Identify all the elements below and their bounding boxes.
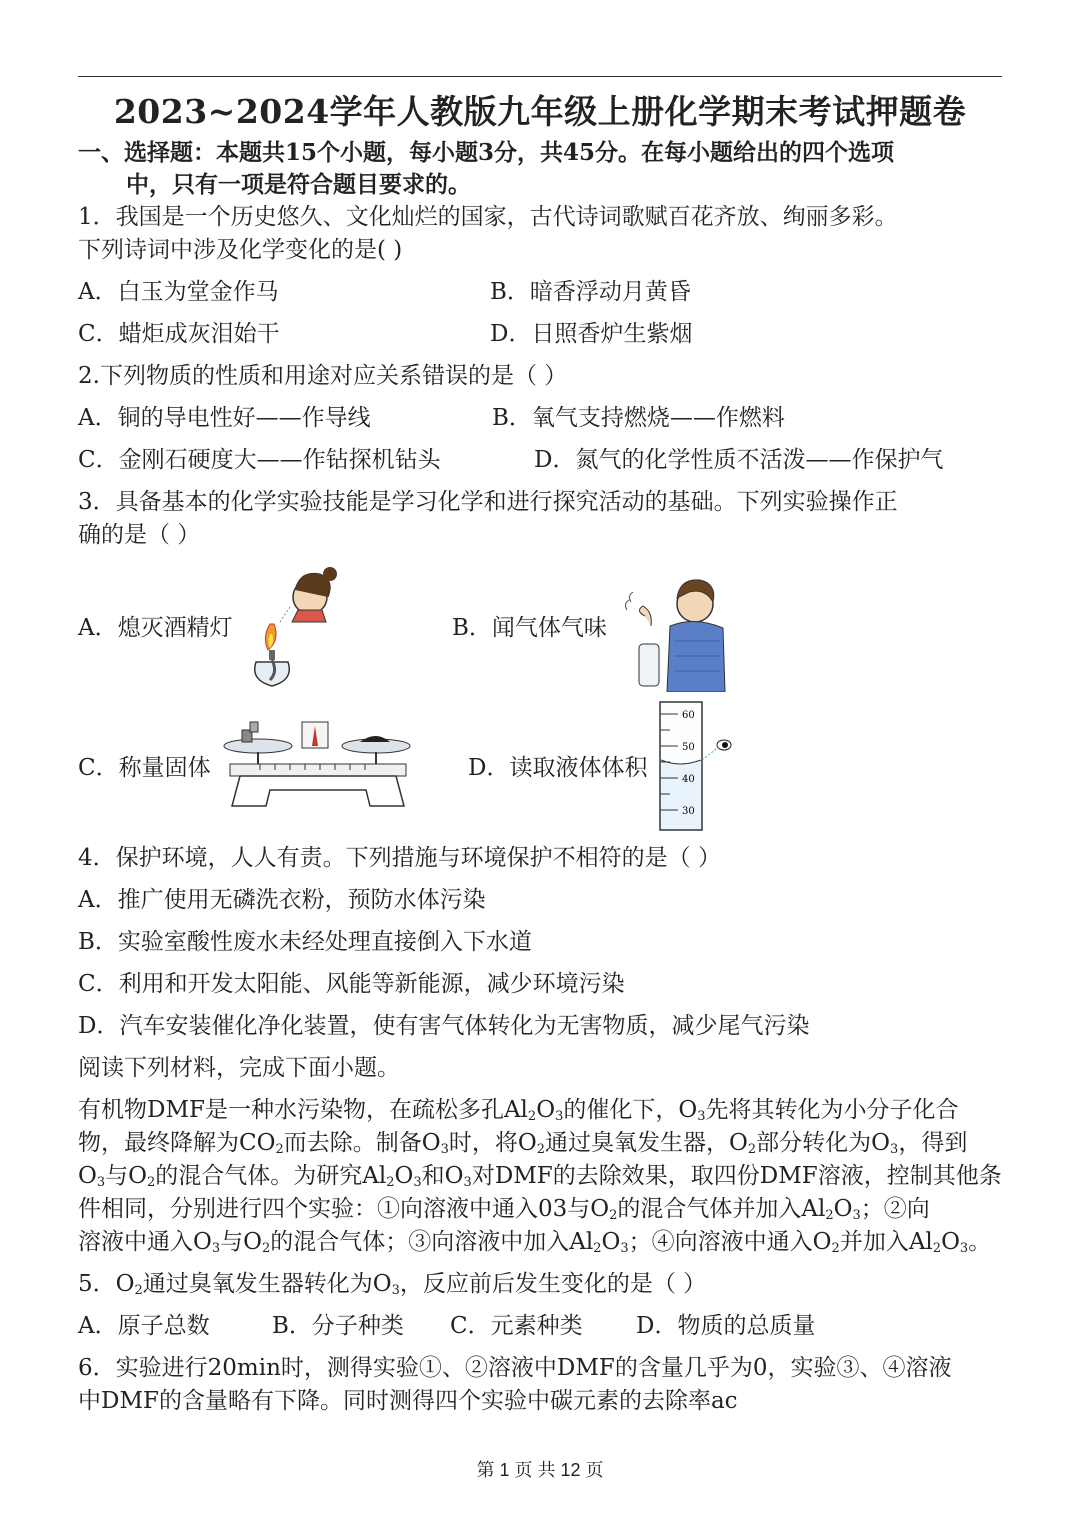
extinguish-lamp-figure xyxy=(240,562,340,692)
cylinder-tick-30: 30 xyxy=(682,806,695,817)
q5-option-d: D．物质的总质量 xyxy=(636,1313,816,1339)
q4-option-d: D．汽车安装催化净化装置，使有害气体转化为无害物质，减少尾气污染 xyxy=(78,1013,810,1039)
q5-option-a: A．原子总数 xyxy=(78,1313,210,1339)
reading-line-4: 件相同，分别进行四个实验：①向溶液中通入03与$O_2$的混合气体并加入$Al_2O_3$；②向 xyxy=(78,1196,930,1223)
q5-option-c: C．元素种类 xyxy=(450,1313,583,1339)
q4-option-c: C．利用和开发太阳能、风能等新能源，减少环境污染 xyxy=(78,971,625,997)
cylinder-tick-50: 50 xyxy=(682,742,695,753)
q2-option-d: D．氮气的化学性质不活泼——作保护气 xyxy=(534,447,944,473)
cylinder-tick-60: 60 xyxy=(682,710,695,721)
q1-option-b: B．暗香浮动月黄昏 xyxy=(490,279,691,305)
graduated-cylinder-figure xyxy=(658,700,734,832)
q6-stem-2: 中DMF的含量略有下降。同时测得四个实验中碳元素的去除率ac xyxy=(78,1388,738,1414)
q6-stem-1: 6．实验进行20min时，测得实验①、②溶液中DMF的含量几乎为0，实验③、④溶液 xyxy=(78,1355,952,1381)
q5-stem: 5．$O_2$通过臭氧发生器转化为$O_3$，反应前后发生变化的是（ ） xyxy=(78,1271,707,1298)
balance-figure xyxy=(220,718,415,810)
reading-line-2: 物，最终降解为$CO_2$而去除。制备$O_3$时，将$O_2$通过臭氧发生器，$O_2$部分转化为$O_3$，得到 xyxy=(78,1130,968,1157)
q1-stem-2: 下列诗词中涉及化学变化的是( ) xyxy=(78,237,403,263)
top-rule xyxy=(78,76,1002,77)
q3-option-a: A．熄灭酒精灯 xyxy=(78,615,233,641)
section-heading xyxy=(78,137,1008,201)
q1-option-a: A．白玉为堂金作马 xyxy=(78,279,279,305)
q5-option-b: B．分子种类 xyxy=(272,1313,404,1339)
q3-stem-2: 确的是（ ） xyxy=(78,522,201,548)
q2-option-a: A．铜的导电性好——作导线 xyxy=(78,405,371,431)
q1-option-c: C．蜡炬成灰泪始干 xyxy=(78,321,280,347)
smell-gas-figure xyxy=(625,566,735,692)
q3-option-b: B．闻气体气味 xyxy=(452,615,607,641)
q3-option-c: C．称量固体 xyxy=(78,755,211,781)
q2-option-c: C．金刚石硬度大——作钻探机钻头 xyxy=(78,447,441,473)
section-line-2: 中，只有一项是符合题目要求的。 xyxy=(126,171,471,198)
q3-option-d: D．读取液体体积 xyxy=(468,755,648,781)
q2-option-b: B．氧气支持燃烧——作燃料 xyxy=(492,405,785,431)
reading-intro: 阅读下列材料，完成下面小题。 xyxy=(78,1055,400,1081)
page-title: 2023~2024学年人教版九年级上册化学期末考试押题卷 xyxy=(113,92,967,131)
q2-stem: 2.下列物质的性质和用途对应关系错误的是（ ） xyxy=(78,363,568,389)
page-footer: 第 1 页 共 12 页 xyxy=(476,1460,604,1480)
section-line-1: 一、选择题：本题共15个小题，每小题3分，共45分。在每小题给出的四个选项 xyxy=(78,139,895,166)
q3-stem-1: 3．具备基本的化学实验技能是学习化学和进行探究活动的基础。下列实验操作正 xyxy=(78,489,898,515)
cylinder-tick-40: 40 xyxy=(682,774,695,785)
reading-line-3: $O_3$与$O_2$的混合气体。为研究$Al_2O_3$和$O_3$对DMF的去除效果，取四份DMF溶液，控制其他条 xyxy=(78,1163,1002,1190)
q4-option-a: A．推广使用无磷洗衣粉，预防水体污染 xyxy=(78,887,486,913)
q1-option-d: D．日照香炉生紫烟 xyxy=(490,321,693,347)
q4-option-b: B．实验室酸性废水未经处理直接倒入下水道 xyxy=(78,929,532,955)
reading-line-1: 有机物DMF是一种水污染物，在疏松多孔$Al_2O_3$的催化下，$O_3$先将其转化为小分子化合 xyxy=(78,1097,959,1124)
reading-line-5: 溶液中通入$O_3$与$O_2$的混合气体；③向溶液中加入$Al_2O_3$；④向溶液中通入$O_2$并加入$Al_2O_3$。 xyxy=(78,1229,992,1256)
q1-stem-1: 1．我国是一个历史悠久、文化灿烂的国家，古代诗词歌赋百花齐放、绚丽多彩。 xyxy=(78,204,898,230)
q4-stem: 4．保护环境，人人有责。下列措施与环境保护不相符的是（ ） xyxy=(78,845,721,871)
